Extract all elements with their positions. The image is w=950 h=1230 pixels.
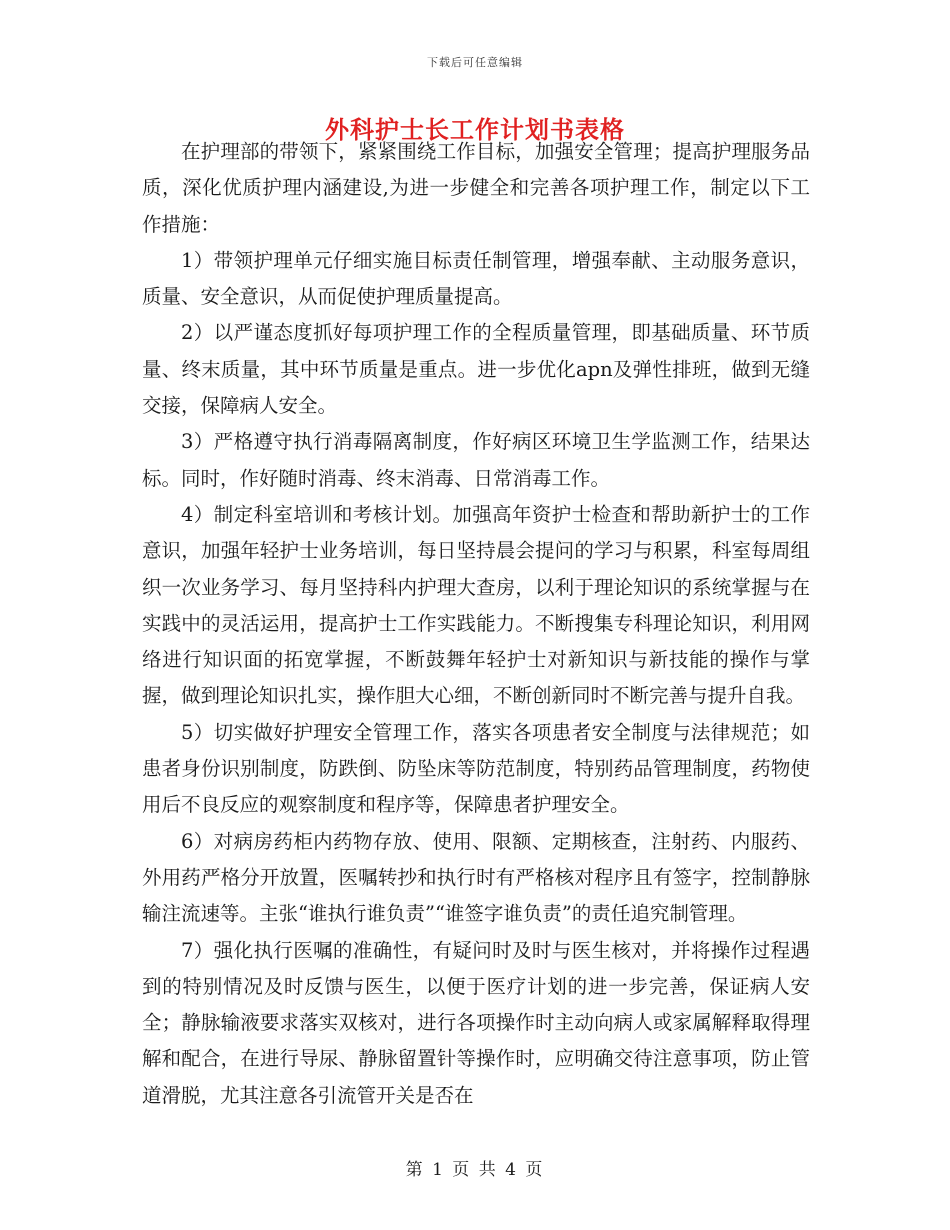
paragraph-item-1: 1）带领护理单元仔细实施目标责任制管理，增强奉献、主动服务意识，质量、安全意识，从而促使护理质量提高。 (142, 248, 810, 309)
paragraph-item-2: 2）以严谨态度抓好每项护理工作的全程质量管理，即基础质量、环节质量、终末质量，其中环节质量是重点。进一步优化apn及弹性排班，做到无缝交接，保障病人安全。 (142, 321, 810, 418)
paragraph-item-5: 5）切实做好护理安全管理工作，落实各项患者安全制度与法律规范；如患者身份识别制度，防跌倒、防坠床等防范制度，特别药品管理制度，药物使用后不良反应的观察制度和程序等，保障患者护理安全。 (142, 720, 810, 817)
paragraph-item-4: 4）制定科室培训和考核计划。加强高年资护士检查和帮助新护士的工作意识，加强年轻护士业务培训，每日坚持晨会提问的学习与积累，科室每周组织一次业务学习、每月坚持科内护理大查房，以利于理论知识的系统掌握与在实践中的灵活运用，提高护士工作实践能力。不断搜集专科理论知识，利用网络进行知识面的拓宽掌握，不断鼓舞年轻护士对新知识与新技能的操作与掌握，做到理论知识扎实，操作胆大心细，不断创新同时不断完善与提升自我。 (142, 502, 810, 708)
paragraph-item-7: 7）强化执行医嘱的准确性，有疑问时及时与医生核对，并将操作过程遇到的特别情况及时反馈与医生，以便于医疗计划的进一步完善，保证病人安全；静脉输液要求落实双核对，进行各项操作时主动向病人或家属解释取得理解和配合，在进行导尿、静脉留置针等操作时，应明确交待注意事项，防止管道滑脱，尤其注意各引流管开关是否在 (142, 938, 810, 1107)
paragraph-intro: 在护理部的带领下，紧紧围绕工作目标，加强安全管理；提高护理服务品质，深化优质护理内涵建设,为进一步健全和完善各项护理工作，制定以下工作措施： (142, 140, 810, 236)
paragraph-item-3: 3）严格遵守执行消毒隔离制度，作好病区环境卫生学监测工作，结果达标。同时，作好随时消毒、终末消毒、日常消毒工作。 (142, 430, 810, 490)
document-body (142, 134, 810, 1114)
page-number-footer: 第 1 页 共 4 页 (405, 1160, 545, 1180)
header-note: 下载后可任意编辑 (427, 56, 523, 69)
paragraph-item-6: 6）对病房药柜内药物存放、使用、限额、定期核查，注射药、内服药、外用药严格分开放置，医嘱转抄和执行时有严格核对程序且有签字，控制静脉输注流速等。主张“谁执行谁负责”“谁签字谁负责”的责任追究制管理。 (142, 829, 810, 926)
document-title: 外科护士长工作计划书表格 (325, 115, 625, 144)
